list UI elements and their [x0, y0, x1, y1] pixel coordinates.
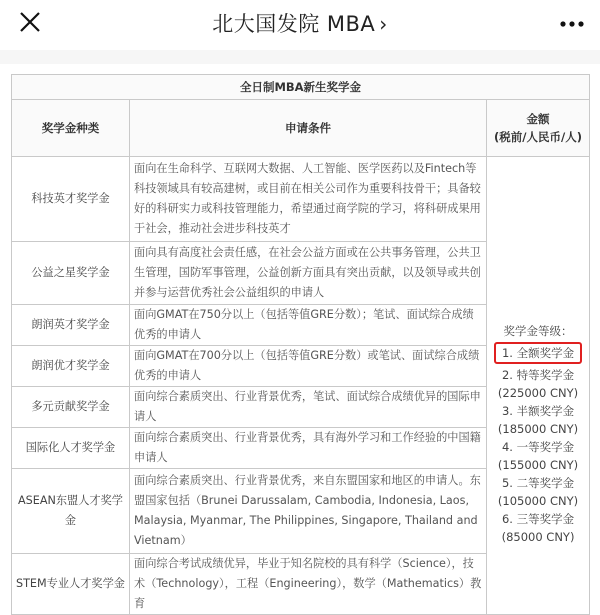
scholarship-condition: 面向综合考试成绩优异，毕业于知名院校的具有科学（Science），技术（Technology），工程（Engineering），数学（Mathematics）教育 — [130, 554, 487, 615]
level-item: (185000 CNY) — [497, 421, 579, 436]
scholarship-condition: 面向GMAT在700分以上（包括等值GRE分数）或笔试、面试综合成绩优秀的申请人 — [130, 346, 487, 387]
scholarship-name: 公益之星奖学金 — [12, 242, 130, 305]
scholarship-name: 朗润优才奖学金 — [12, 346, 130, 387]
scholarship-levels — [487, 157, 590, 615]
scholarship-name: 国际化人才奖学金 — [12, 428, 130, 469]
scholarship-name: 朗润英才奖学金 — [12, 305, 130, 346]
level-item: 6. 三等奖学金 — [501, 511, 575, 526]
scholarship-name: STEM专业人才奖学金 — [12, 554, 130, 615]
level-item: (85000 CNY) — [501, 529, 575, 544]
header-amount-line1: 金额 — [526, 112, 550, 126]
header-amount — [487, 100, 590, 157]
scholarship-name: ASEAN东盟人才奖学金 — [12, 469, 130, 554]
levels-label: 奖学金等级： — [503, 323, 573, 338]
scholarship-table-image — [0, 64, 600, 610]
more-icon[interactable] — [558, 14, 586, 34]
account-name: 北大国发院 MBA — [212, 12, 376, 36]
level-item-highlighted: 1. 全额奖学金 — [494, 342, 582, 364]
level-item: (105000 CNY) — [497, 493, 579, 508]
chevron-right-icon: › — [379, 12, 388, 36]
level-item: (225000 CNY) — [497, 385, 579, 400]
top-nav-bar — [0, 0, 600, 50]
header-type: 奖学金种类 — [12, 100, 130, 157]
scholarship-condition: 面向综合素质突出、行业背景优秀，笔试、面试综合成绩优异的国际申请人 — [130, 387, 487, 428]
scholarship-condition: 面向综合素质突出、行业背景优秀，来自东盟国家和地区的申请人。东盟国家包括（Brunei Darussalam, Cambodia, Indonesia, Laos, Malaysia, Myanmar, The Philippines, Singapore, Thailand and Vietnam） — [130, 469, 487, 554]
scholarship-condition: 面向GMAT在750分以上（包括等值GRE分数）；笔试、面试综合成绩优秀的申请人 — [130, 305, 487, 346]
level-item: 4. 一等奖学金 — [501, 439, 575, 454]
level-item: 5. 二等奖学金 — [501, 475, 575, 490]
scholarship-condition: 面向综合素质突出、行业背景优秀，具有海外学习和工作经验的中国籍申请人 — [130, 428, 487, 469]
table-caption: 全日制MBA新生奖学金 — [12, 75, 590, 100]
scholarship-condition: 面向具有高度社会责任感，在社会公益方面或在公共事务管理，公共卫生管理，国防军事管理，公益创新方面具有突出贡献，以及领导或共创并参与运营优秀社会公益组织的申请人 — [130, 242, 487, 305]
level-item: (155000 CNY) — [497, 457, 579, 472]
scholarship-name: 多元贡献奖学金 — [12, 387, 130, 428]
header-condition: 申请条件 — [130, 100, 487, 157]
header-amount-line2: (税前/人民币/人) — [494, 130, 582, 144]
table-row — [12, 157, 590, 242]
level-item: 2. 特等奖学金 — [501, 367, 575, 382]
scholarship-table — [11, 74, 590, 615]
level-item: 3. 半额奖学金 — [501, 403, 575, 418]
scholarship-name: 科技英才奖学金 — [12, 157, 130, 242]
page-title[interactable] — [0, 8, 600, 38]
scholarship-condition: 面向在生命科学、互联网大数据、人工智能、医学医药以及Fintech等科技领域具有较高建树，或目前在相关公司作为重要科技骨干；具备较好的科研实力或科技管理能力，希望通过商学院的学习，将科研成果用于社会，推动社会进步科技英才 — [130, 157, 487, 242]
article-body — [0, 50, 600, 610]
